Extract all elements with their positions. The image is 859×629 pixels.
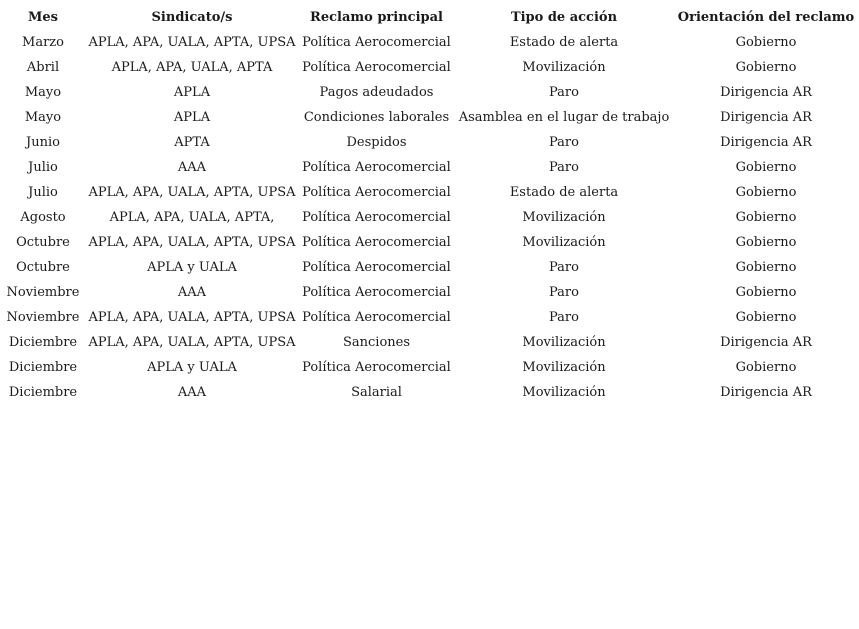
cell-orientacion: Dirigencia AR — [720, 85, 812, 100]
cell-sindicatos: APLA y UALA — [147, 260, 237, 275]
table-row — [2, 355, 857, 380]
cell-mes: Marzo — [22, 35, 64, 50]
cell-tipo-de-accion: Movilización — [522, 335, 606, 350]
cell-orientacion: Gobierno — [735, 60, 797, 75]
cell-orientacion: Gobierno — [735, 360, 797, 375]
cell-mes: Diciembre — [8, 335, 78, 350]
cell-mes: Julio — [28, 160, 58, 175]
header-mes: Mes — [28, 10, 58, 25]
cell-orientacion: Gobierno — [735, 285, 797, 300]
cell-orientacion: Gobierno — [735, 310, 797, 325]
cell-tipo-de-accion: Paro — [549, 85, 579, 100]
cell-reclamo-principal: Política Aerocomercial — [302, 310, 451, 325]
cell-tipo-de-accion: Paro — [549, 310, 579, 325]
cell-sindicatos: APLA, APA, UALA, APTA, UPSA — [88, 185, 296, 200]
conflicts-table — [2, 6, 857, 405]
cell-tipo-de-accion: Movilización — [522, 60, 606, 75]
cell-sindicatos: APLA — [173, 85, 211, 100]
cell-reclamo-principal: Política Aerocomercial — [302, 160, 451, 175]
cell-reclamo-principal: Despidos — [346, 135, 407, 150]
cell-reclamo-principal: Política Aerocomercial — [302, 210, 451, 225]
cell-mes: Abril — [26, 60, 60, 75]
table-row — [2, 105, 857, 130]
cell-sindicatos: APLA, APA, UALA, APTA, UPSA — [88, 35, 296, 50]
cell-sindicatos: APLA, APA, UALA, APTA — [111, 60, 273, 75]
cell-mes: Diciembre — [8, 360, 78, 375]
header-tipo-de-accion: Tipo de acción — [510, 10, 618, 25]
cell-tipo-de-accion: Paro — [549, 135, 579, 150]
cell-orientacion: Gobierno — [735, 35, 797, 50]
cell-orientacion: Gobierno — [735, 160, 797, 175]
cell-mes: Noviembre — [6, 285, 80, 300]
cell-orientacion: Dirigencia AR — [720, 135, 812, 150]
cell-tipo-de-accion: Movilización — [522, 385, 606, 400]
cell-tipo-de-accion: Movilización — [522, 360, 606, 375]
cell-mes: Agosto — [20, 210, 66, 225]
table-row — [2, 30, 857, 55]
cell-mes: Octubre — [16, 260, 70, 275]
cell-orientacion: Gobierno — [735, 235, 797, 250]
table-row — [2, 305, 857, 330]
cell-sindicatos: AAA — [177, 385, 207, 400]
cell-sindicatos: AAA — [177, 285, 207, 300]
cell-mes: Octubre — [16, 235, 70, 250]
cell-sindicatos: APLA, APA, UALA, APTA, — [109, 210, 275, 225]
table-row — [2, 205, 857, 230]
cell-reclamo-principal: Política Aerocomercial — [302, 360, 451, 375]
cell-reclamo-principal: Política Aerocomercial — [302, 60, 451, 75]
cell-reclamo-principal: Política Aerocomercial — [302, 285, 451, 300]
cell-reclamo-principal: Política Aerocomercial — [302, 185, 451, 200]
cell-tipo-de-accion: Paro — [549, 285, 579, 300]
cell-tipo-de-accion: Estado de alerta — [509, 35, 619, 50]
cell-orientacion: Gobierno — [735, 185, 797, 200]
header-orientacion-del-reclamo: Orientación del reclamo — [677, 10, 855, 25]
cell-tipo-de-accion: Movilización — [522, 235, 606, 250]
table-row — [2, 380, 857, 405]
cell-tipo-de-accion: Paro — [549, 160, 579, 175]
cell-mes: Diciembre — [8, 385, 78, 400]
table-row — [2, 230, 857, 255]
table-body — [2, 30, 857, 405]
cell-tipo-de-accion: Asamblea en el lugar de trabajo — [458, 110, 670, 125]
cell-reclamo-principal: Política Aerocomercial — [302, 260, 451, 275]
cell-orientacion: Dirigencia AR — [720, 385, 812, 400]
cell-reclamo-principal: Política Aerocomercial — [302, 35, 451, 50]
cell-reclamo-principal: Salarial — [351, 385, 402, 400]
cell-mes: Noviembre — [6, 310, 80, 325]
table-row — [2, 55, 857, 80]
cell-reclamo-principal: Condiciones laborales — [303, 110, 450, 125]
cell-orientacion: Dirigencia AR — [720, 335, 812, 350]
cell-reclamo-principal: Política Aerocomercial — [302, 235, 451, 250]
table-header-row — [2, 6, 857, 30]
table-row — [2, 180, 857, 205]
table-row — [2, 155, 857, 180]
cell-tipo-de-accion: Movilización — [522, 210, 606, 225]
cell-sindicatos: APLA, APA, UALA, APTA, UPSA — [88, 335, 296, 350]
cell-mes: Junio — [26, 135, 60, 150]
cell-mes: Julio — [28, 185, 58, 200]
cell-orientacion: Gobierno — [735, 210, 797, 225]
cell-mes: Mayo — [24, 85, 62, 100]
table-row — [2, 255, 857, 280]
cell-orientacion: Dirigencia AR — [720, 110, 812, 125]
cell-sindicatos: APTA — [174, 135, 210, 150]
cell-sindicatos: AAA — [177, 160, 207, 175]
cell-tipo-de-accion: Paro — [549, 260, 579, 275]
cell-reclamo-principal: Pagos adeudados — [319, 85, 434, 100]
table-row — [2, 80, 857, 105]
table-row — [2, 330, 857, 355]
cell-sindicatos: APLA, APA, UALA, APTA, UPSA — [88, 310, 296, 325]
header-reclamo-principal: Reclamo principal — [310, 10, 443, 25]
table-row — [2, 130, 857, 155]
cell-tipo-de-accion: Estado de alerta — [509, 185, 619, 200]
cell-sindicatos: APLA y UALA — [147, 360, 237, 375]
cell-reclamo-principal: Sanciones — [342, 335, 411, 350]
header-sindicatos: Sindicato/s — [151, 10, 233, 25]
cell-sindicatos: APLA, APA, UALA, APTA, UPSA — [88, 235, 296, 250]
cell-orientacion: Gobierno — [735, 260, 797, 275]
cell-sindicatos: APLA — [173, 110, 211, 125]
table-row — [2, 280, 857, 305]
cell-mes: Mayo — [24, 110, 62, 125]
